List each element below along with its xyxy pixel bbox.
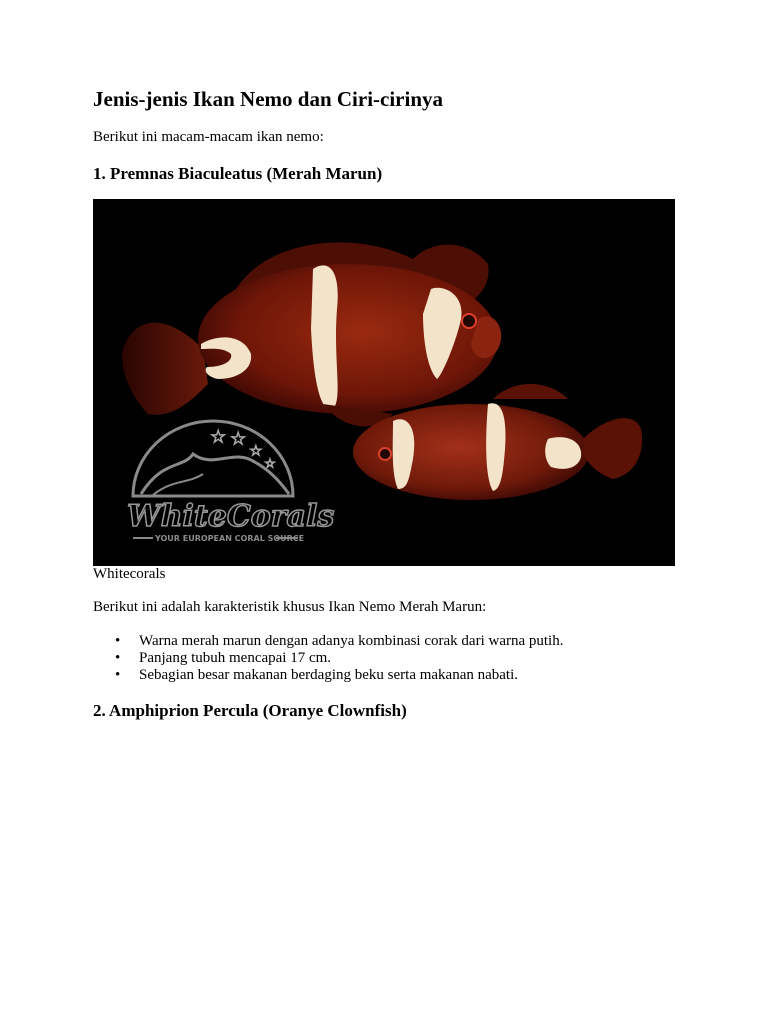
photo-caption: Whitecorals (93, 566, 166, 582)
list-item: • Sebagian besar makanan berdaging beku serta makanan nabati. (115, 667, 519, 683)
watermark-subtext: YOUR EUROPEAN CORAL SOURCE (155, 534, 305, 543)
intro-paragraph: Berikut ini macam-macam ikan nemo: (93, 129, 324, 145)
bullet-icon: • (115, 650, 121, 666)
svg-text:★: ★ (231, 431, 246, 448)
bullet-icon: • (115, 633, 121, 649)
list-item: • Warna merah marun dengan adanya kombinasi corak dari warna putih. (115, 633, 564, 649)
svg-text:★: ★ (211, 429, 226, 446)
traits-list (93, 633, 563, 684)
svg-text:★: ★ (250, 443, 262, 458)
list-item: • Panjang tubuh mencapai 17 cm. (115, 650, 332, 666)
watermark-text: WhiteCorals (127, 499, 335, 534)
bullet-icon: • (115, 667, 121, 683)
fish-photo (93, 199, 675, 566)
traits-intro: Berikut ini adalah karakteristik khusus Ikan Nemo Merah Marun: (93, 599, 487, 615)
document-title: Jenis-jenis Ikan Nemo dan Ciri-cirinya (93, 87, 444, 111)
svg-text:★: ★ (265, 458, 275, 470)
section-heading-premnas: 1. Premnas Biaculeatus (Merah Marun) (93, 164, 383, 183)
section-heading-amphiprion: 2. Amphiprion Percula (Oranye Clownfish) (93, 701, 407, 720)
